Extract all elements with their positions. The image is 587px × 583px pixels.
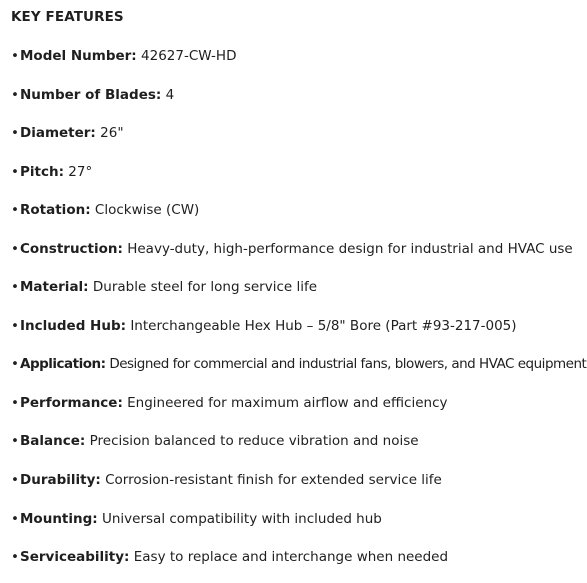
bullet-icon: • — [11, 163, 19, 180]
feature-label: Serviceability: — [20, 549, 130, 566]
feature-item — [11, 472, 587, 489]
feature-item — [11, 549, 587, 566]
feature-label: Material: — [20, 279, 89, 296]
feature-value: Corrosion-resistant finish for extended service life — [105, 472, 442, 489]
feature-item — [11, 164, 587, 181]
feature-label: Durability: — [20, 472, 101, 489]
bullet-icon: • — [11, 202, 19, 219]
feature-item — [11, 202, 587, 219]
feature-label: Mounting: — [20, 510, 98, 527]
bullet-icon: • — [11, 394, 19, 411]
feature-item — [11, 318, 587, 335]
feature-value: Heavy-duty, high-performance design for industrial and HVAC use — [127, 240, 573, 257]
bullet-icon: • — [11, 86, 19, 103]
feature-item — [11, 395, 587, 412]
feature-label: Application: — [20, 356, 106, 373]
feature-label: Model Number: — [20, 48, 137, 64]
feature-label: Pitch: — [20, 163, 64, 180]
feature-value: Easy to replace and interchange when needed — [133, 549, 449, 566]
feature-value: Engineered for maximum airflow and efficiency — [127, 394, 448, 411]
feature-item — [11, 241, 587, 258]
feature-label: Number of Blades: — [20, 86, 162, 103]
feature-value: Clockwise (CW) — [94, 202, 200, 219]
feature-item — [11, 433, 587, 450]
feature-label: Diameter: — [20, 125, 96, 142]
bullet-icon: • — [11, 549, 19, 566]
feature-item — [11, 125, 587, 142]
feature-item — [11, 511, 587, 528]
bullet-icon: • — [11, 510, 19, 527]
bullet-icon: • — [11, 240, 19, 257]
bullet-icon: • — [11, 279, 19, 296]
feature-label: Performance: — [20, 394, 123, 411]
bullet-icon: • — [11, 48, 19, 64]
feature-value: 27° — [68, 163, 93, 180]
feature-value: Interchangeable Hex Hub – 5/8" Bore (Part #93-217-005) — [130, 317, 517, 334]
feature-item — [11, 356, 587, 373]
bullet-icon: • — [11, 317, 19, 334]
feature-label: Included Hub: — [20, 317, 127, 334]
feature-value: Durable steel for long service life — [92, 279, 318, 296]
bullet-icon: • — [11, 433, 19, 450]
feature-value: Precision balanced to reduce vibration and noise — [89, 433, 419, 450]
feature-item — [11, 87, 587, 104]
feature-value: 4 — [165, 86, 175, 103]
feature-item — [11, 279, 587, 296]
section-heading: KEY FEATURES — [11, 9, 124, 25]
feature-item — [11, 48, 587, 65]
feature-label: Rotation: — [20, 202, 91, 219]
bullet-icon: • — [11, 356, 19, 373]
feature-value: 26" — [100, 125, 124, 142]
bullet-icon: • — [11, 125, 19, 142]
feature-label: Balance: — [20, 433, 86, 450]
feature-list — [11, 48, 587, 566]
feature-value: Universal compatibility with included hub — [101, 510, 382, 527]
feature-value: 42627-CW-HD — [141, 48, 237, 64]
bullet-icon: • — [11, 472, 19, 489]
feature-label: Construction: — [20, 240, 123, 257]
feature-value: Designed for commercial and industrial fans, blowers, and HVAC equipment — [109, 356, 587, 373]
